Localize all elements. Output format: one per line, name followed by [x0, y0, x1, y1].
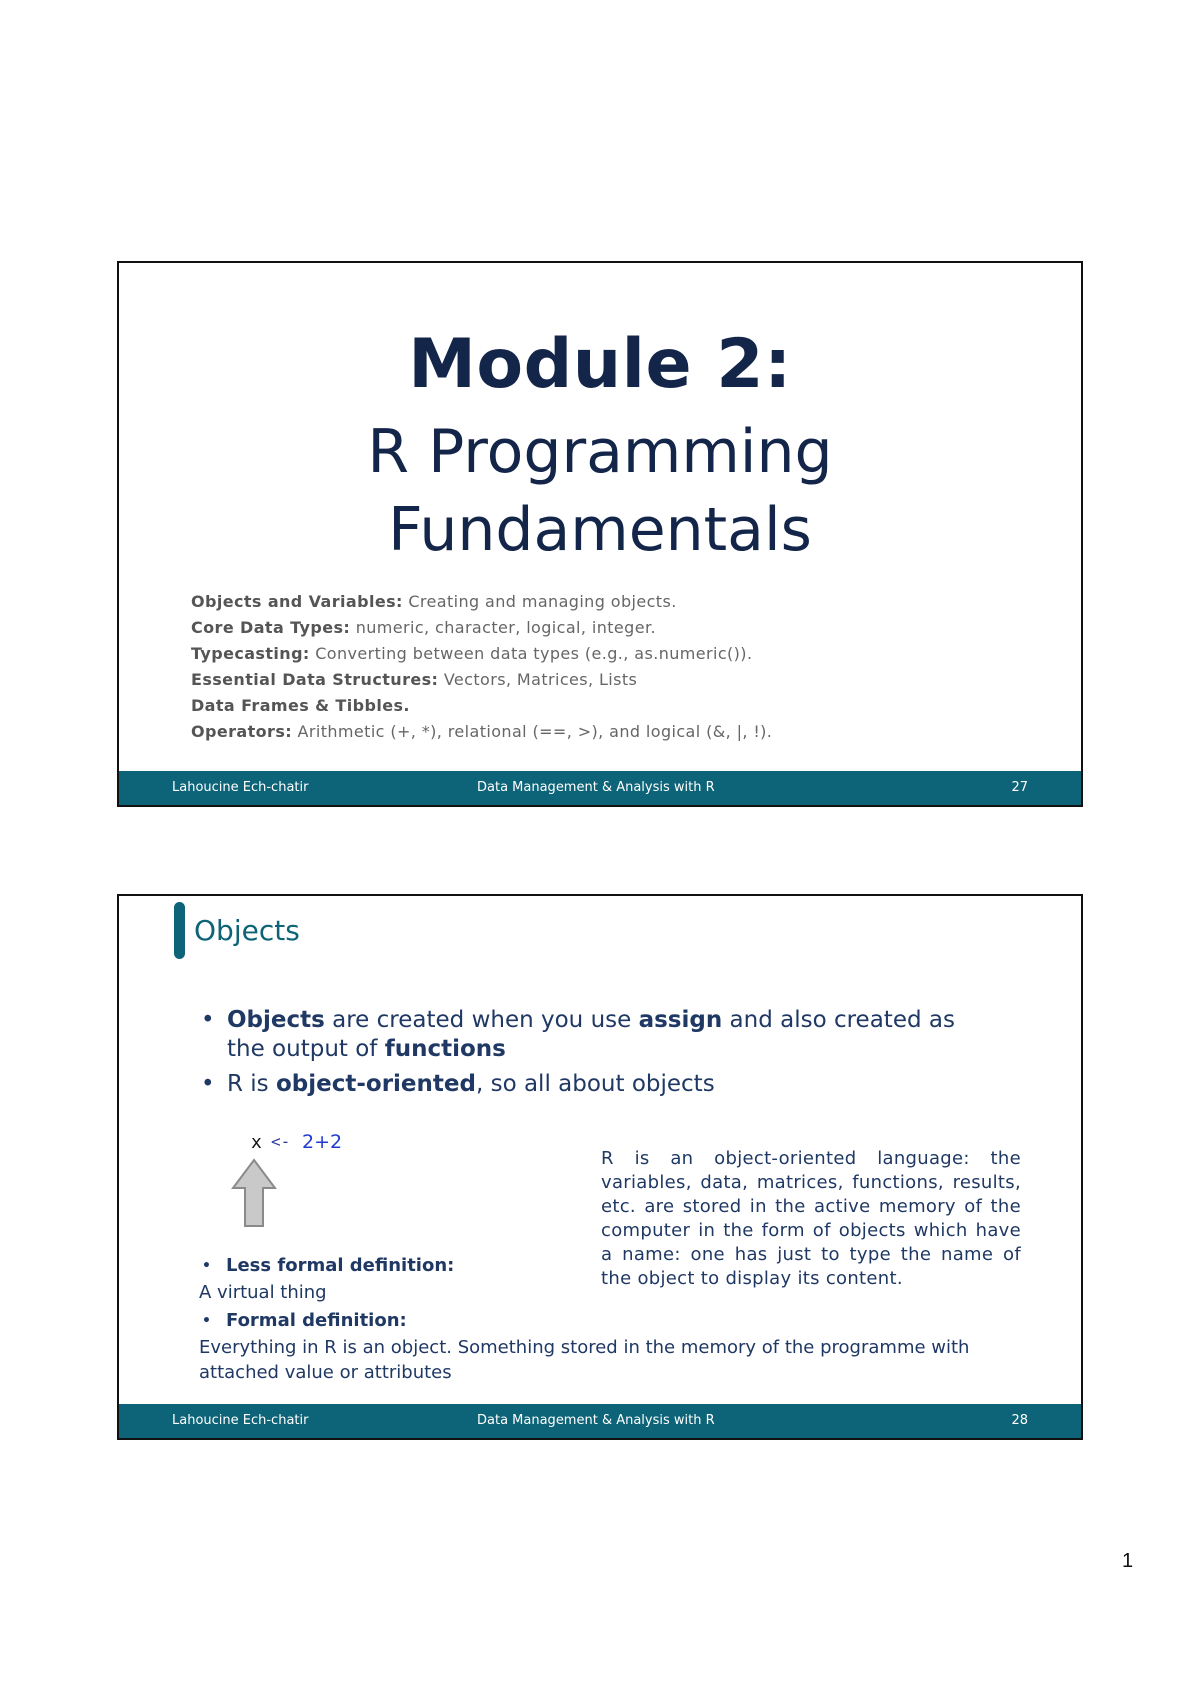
topic-text: Converting between data types (e.g., as.numeric()). — [309, 644, 753, 663]
topic-item — [191, 667, 772, 693]
slide-footer — [119, 771, 1081, 805]
footer-course: Data Management & Analysis with R — [477, 1413, 715, 1428]
object-oriented-paragraph: R is an object-oriented language: the variables, data, matrices, functions, results, etc. are stored in the active memory of the computer in the form of objects which have a name: one has just to type the name of the object to display its content. — [601, 1148, 1021, 1289]
bold-term: object-oriented — [275, 1071, 476, 1097]
subtitle-line-2: Fundamentals — [388, 495, 812, 565]
title-accent-bar — [174, 902, 185, 959]
bold-term: assign — [638, 1007, 723, 1033]
topic-text: Creating and managing objects. — [402, 592, 677, 611]
bullet-item — [201, 1070, 961, 1099]
topic-label: Operators: — [191, 722, 293, 741]
bold-term: functions — [384, 1036, 506, 1062]
topic-label: Typecasting: — [191, 644, 310, 663]
footer-slide-number: 27 — [1011, 780, 1028, 795]
bullet-text: R is — [227, 1071, 276, 1097]
slide-footer — [119, 1404, 1081, 1438]
slide-title: Module 2: — [408, 325, 792, 404]
topic-item — [191, 589, 772, 615]
topic-text: numeric, character, logical, integer. — [350, 618, 656, 637]
footer-author: Lahoucine Ech-chatir — [172, 780, 309, 795]
footer-slide-number: 28 — [1011, 1413, 1028, 1428]
topic-item — [191, 719, 772, 745]
formal-text: Everything in R is an object. Something stored in the memory of the programme with attached value or attributes — [199, 1337, 970, 1383]
up-arrow-icon — [231, 1158, 277, 1228]
topic-label: Objects and Variables: — [191, 592, 403, 611]
topic-label: Essential Data Structures: — [191, 670, 439, 689]
code-expression: 2+2 — [302, 1131, 343, 1153]
bullet-text: and also created as the output of — [227, 1007, 955, 1062]
bullet-list — [201, 1006, 961, 1105]
formal-heading: • Formal definition: — [199, 1307, 999, 1335]
bold-term: Objects — [227, 1007, 325, 1033]
subtitle-line-1: R Programming — [367, 417, 833, 487]
topic-label: Core Data Types: — [191, 618, 351, 637]
topic-label: Data Frames & Tibbles. — [191, 696, 410, 715]
topic-text: Vectors, Matrices, Lists — [438, 670, 638, 689]
bullet-item — [201, 1006, 961, 1064]
slide-28 — [117, 894, 1083, 1440]
footer-course: Data Management & Analysis with R — [477, 780, 715, 795]
topic-item — [191, 615, 772, 641]
footer-author: Lahoucine Ech-chatir — [172, 1413, 309, 1428]
slide-title: Objects — [194, 914, 300, 947]
page-number: 1 — [1122, 1550, 1134, 1572]
code-assign-operator: <- — [271, 1132, 291, 1151]
topic-text: Arithmetic (+, *), relational (==, >), and logical (&, |, !). — [292, 722, 773, 741]
bullet-text: , so all about objects — [475, 1071, 715, 1097]
slide-27 — [117, 261, 1083, 807]
code-variable: x — [251, 1132, 262, 1153]
bullet-text: are created when you use — [324, 1007, 639, 1033]
definition-list — [199, 1252, 999, 1385]
less-formal-text: A virtual thing — [199, 1282, 327, 1303]
topic-list — [191, 589, 772, 745]
topic-item — [191, 693, 772, 719]
topic-item — [191, 641, 772, 667]
slide-subtitle — [119, 413, 1081, 569]
less-formal-heading: • Less formal definition: — [199, 1252, 999, 1280]
